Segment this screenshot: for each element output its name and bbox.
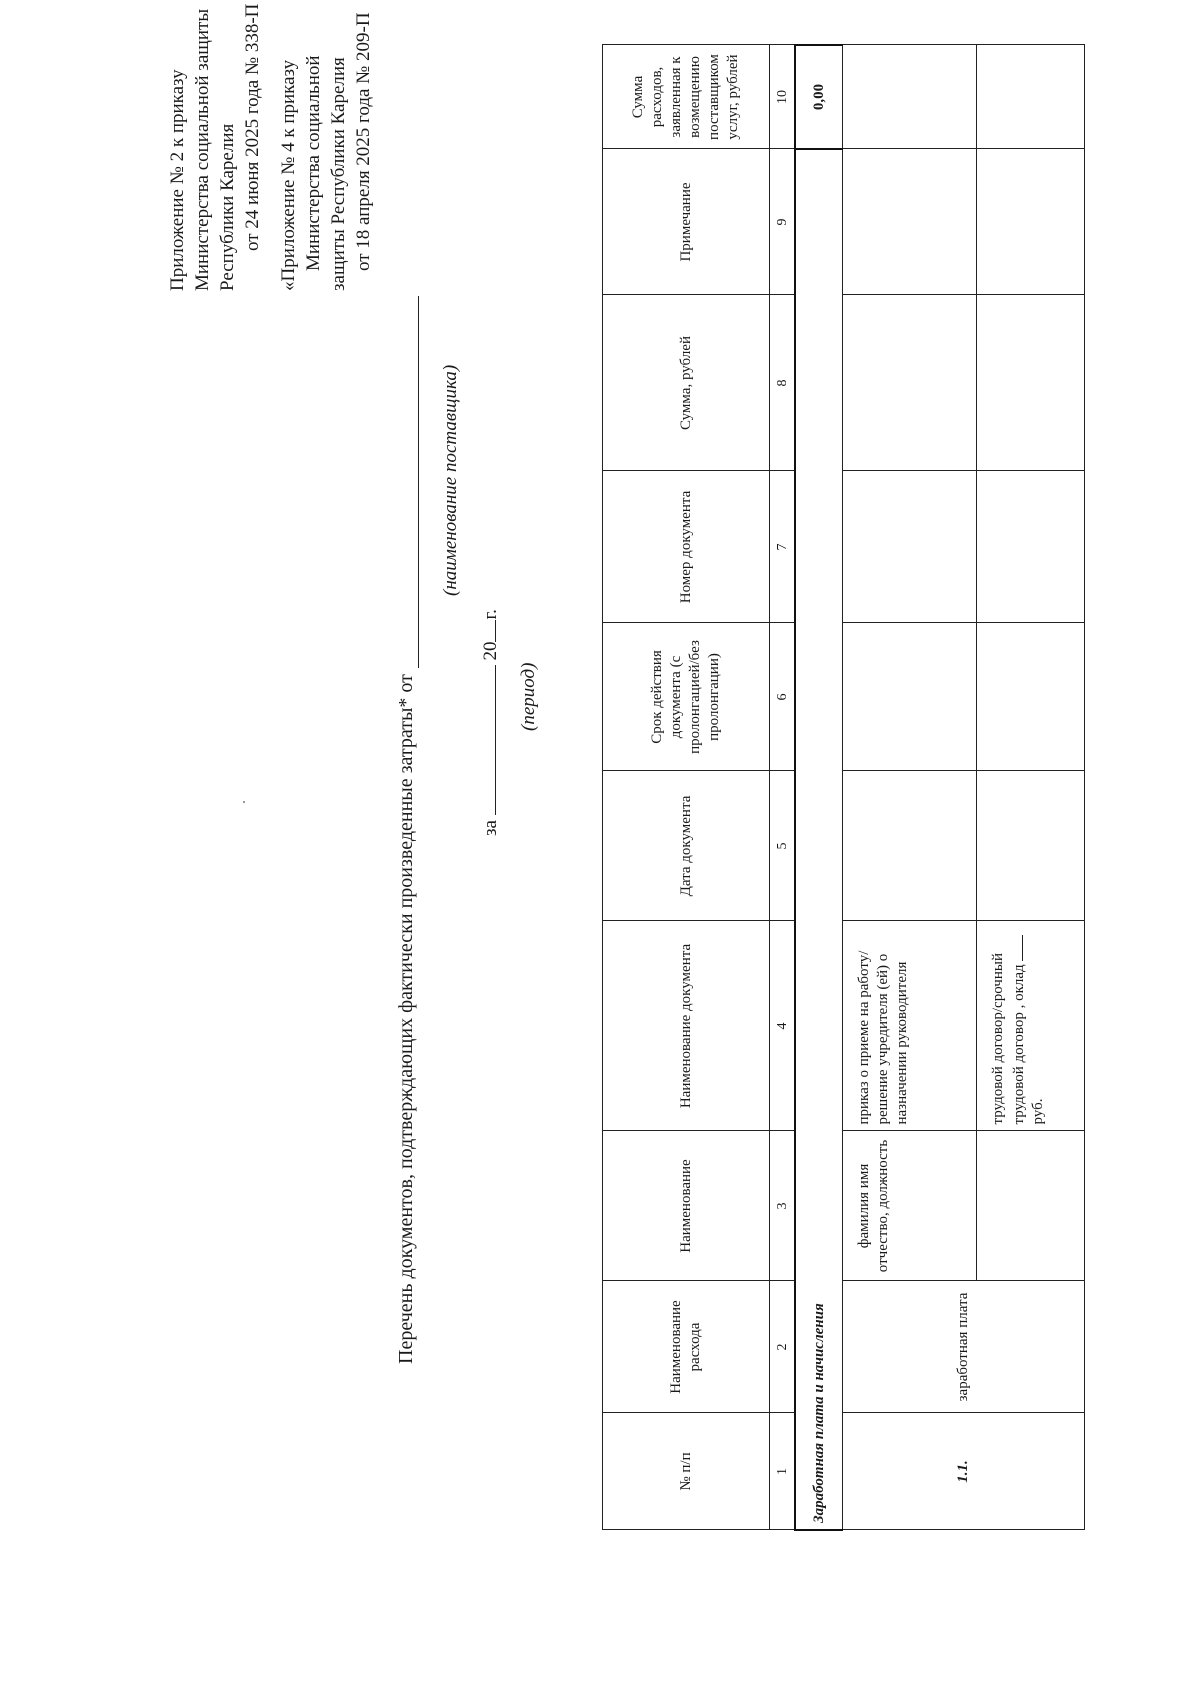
column-number-row — [770, 45, 796, 1530]
document-term-cell — [843, 623, 977, 771]
table-header-row — [603, 45, 770, 1530]
section-row — [795, 45, 843, 1530]
note-cell — [977, 149, 1085, 295]
appendix-previous-line3: защиты Республики Карелия — [328, 57, 349, 291]
supplier-caption: (наименование поставщика) — [440, 364, 461, 596]
column-number: 6 — [770, 623, 796, 771]
table-row — [843, 45, 977, 1530]
claimed-amount-cell — [843, 45, 977, 149]
amount-cell — [843, 295, 977, 471]
period-blank — [481, 665, 496, 815]
header-cell: Сумма расходов, заявленная к возмещению поставщиком услуг, рублей — [603, 45, 770, 149]
column-number: 3 — [770, 1131, 796, 1281]
appendix-current-line2: Министерства социальной защиты — [192, 8, 213, 291]
appendix-previous-line1: «Приложение № 4 к приказу — [278, 59, 299, 291]
header-cell: Сумма, рублей — [603, 295, 770, 471]
amount-cell — [977, 295, 1085, 471]
document-term-cell — [977, 623, 1085, 771]
employee-name-cell: фамилия имя отчество, должность — [843, 1131, 977, 1281]
note-cell — [843, 149, 977, 295]
column-number: 7 — [770, 471, 796, 623]
salary-blank — [1008, 935, 1023, 961]
header-cell: Срок действия документа (с пролонгацией/без пролонгации) — [603, 623, 770, 771]
period-year-suffix: г. — [480, 609, 501, 620]
appendix-current-line4: от 24 июня 2025 года № 338-П — [242, 3, 263, 251]
column-number: 10 — [770, 45, 796, 149]
document-number-cell — [977, 471, 1085, 623]
supplier-name-line — [418, 296, 419, 668]
expense-name-cell: заработная плата — [843, 1281, 1085, 1413]
document-date-cell — [977, 771, 1085, 921]
header-cell: Дата документа — [603, 771, 770, 921]
header-cell: № п/п — [603, 1413, 770, 1530]
header-cell: Наименование расхода — [603, 1281, 770, 1413]
document-name-cell: приказ о приеме на работу/ решение учредителя (ей) о назначении руководителя — [843, 921, 977, 1131]
period-caption: (период) — [518, 662, 539, 731]
document-title: Перечень документов, подтверждающих фактически произведенные затраты* от — [395, 674, 417, 1364]
expense-documents-table — [602, 44, 1085, 1531]
period-prefix: за — [480, 820, 501, 836]
period-line — [480, 609, 502, 836]
scan-speck — [243, 801, 245, 803]
section-sum: 0,00 — [795, 45, 843, 149]
header-cell: Примечание — [603, 149, 770, 295]
appendix-current-line1: Приложение № 2 к приказу — [167, 69, 188, 291]
column-number: 8 — [770, 295, 796, 471]
appendix-current — [165, 4, 265, 291]
appendix-current-line3: Республики Карелия — [217, 123, 238, 291]
column-number: 2 — [770, 1281, 796, 1413]
column-number: 1 — [770, 1413, 796, 1530]
appendix-previous-line4: от 18 апреля 2025 года № 209-П — [353, 12, 374, 271]
column-number: 5 — [770, 771, 796, 921]
document-name-cell — [977, 921, 1085, 1131]
column-number: 9 — [770, 149, 796, 295]
document-number-cell — [843, 471, 977, 623]
document-date-cell — [843, 771, 977, 921]
header-cell: Наименование документа — [603, 921, 770, 1131]
section-title: Заработная плата и начисления — [795, 149, 843, 1530]
header-cell: Номер документа — [603, 471, 770, 623]
header-cell: Наименование — [603, 1131, 770, 1281]
period-year-prefix: 20 — [480, 641, 501, 661]
employee-name-cell — [977, 1131, 1085, 1281]
contract-text: трудовой договор/срочный трудовой договор , оклад — [990, 953, 1027, 1125]
appendix-previous — [276, 12, 376, 291]
column-number: 4 — [770, 921, 796, 1131]
claimed-amount-cell — [977, 45, 1085, 149]
appendix-previous-line2: Министерства социальной — [303, 55, 324, 271]
row-number: 1.1. — [843, 1413, 1085, 1530]
period-year-blank — [481, 620, 496, 642]
currency-text: руб. — [1030, 1098, 1046, 1125]
